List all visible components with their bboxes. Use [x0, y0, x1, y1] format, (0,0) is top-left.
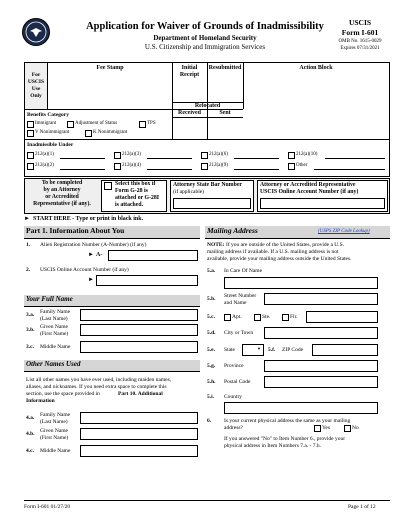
tps-checkbox[interactable]: [139, 121, 146, 128]
state-bar-label: Attorney State Bar Number: [173, 182, 242, 188]
q6-label: Is your current physical address the same as your mailing: [224, 418, 351, 424]
state-bar-input[interactable]: [173, 198, 251, 209]
q2-number: 2.: [26, 267, 31, 273]
in-care-of-input[interactable]: [224, 277, 378, 289]
zip-lookup-link[interactable]: (USPS ZIP Code Lookup): [318, 229, 370, 234]
attorney-acct-label: USCIS Online Account Number (if any): [260, 189, 359, 195]
middle-name-input[interactable]: [80, 341, 198, 353]
footer-form-id: Form I-601 01/27/20: [24, 504, 71, 510]
other-middle-name-input[interactable]: [80, 445, 198, 457]
v-nonimmigrant-checkbox[interactable]: [27, 130, 34, 137]
g28-line: Select this box if: [115, 181, 156, 187]
family-name-input[interactable]: [80, 309, 198, 321]
q3c-label: Middle Name: [40, 344, 71, 350]
inadmissible-checkbox[interactable]: [114, 163, 121, 170]
inadmissible-option: 212(a)(6): [209, 152, 228, 157]
q6-label-cont: address?: [224, 425, 243, 431]
a-number-prefix: A-: [96, 252, 103, 258]
q5b-sublabel: and Name: [224, 300, 247, 306]
chevron-down-icon[interactable]: ▼: [257, 346, 261, 351]
q4a-number: 4.a.: [26, 415, 35, 421]
other-names-instruction: List all other names you have ever used, including maiden names,: [26, 377, 172, 383]
inadmissible-checkbox[interactable]: [288, 152, 295, 159]
g28-line: is attached.: [115, 202, 144, 208]
q6-note: If you answered "No" to Item Number 6., provide your: [224, 436, 346, 442]
benefit-option: V Nonimmigrant: [35, 130, 70, 135]
q5i-number: 5.i.: [207, 394, 215, 400]
footer-rule: [24, 500, 390, 501]
zip-input[interactable]: [312, 344, 378, 356]
q1-label: Alien Registration Number (A-Number) (if any): [40, 242, 147, 248]
inadmissible-checkbox[interactable]: [201, 152, 208, 159]
attorney-acct-label: Attorney or Accredited Representative: [260, 182, 356, 188]
action-block-label: Action Block: [299, 65, 333, 71]
other-given-name-input[interactable]: [80, 428, 198, 440]
q3b-number: 3.b.: [26, 327, 35, 333]
department-name: Department of Homeland Security: [153, 34, 257, 42]
q5g-label: Province: [224, 363, 244, 369]
adjustment-checkbox[interactable]: [67, 121, 74, 128]
q5f-number: 5.f.: [268, 347, 276, 353]
initial-receipt-label: Receipt: [179, 72, 200, 78]
state-bar-sublabel: (if applicable): [173, 189, 204, 195]
q4a-sublabel: (Last Name): [40, 419, 68, 425]
uscis-use-line: Only: [30, 93, 42, 99]
note-label: NOTE:: [207, 242, 225, 248]
same-address-yes-checkbox[interactable]: [314, 425, 321, 432]
q5d-label: City or Town: [224, 330, 254, 336]
q5e-number: 5.e.: [207, 347, 215, 353]
benefit-option: TPS: [147, 121, 156, 126]
inadmissible-option: 212(a)(1): [35, 152, 54, 157]
q4b-number: 4.b.: [26, 431, 35, 437]
unit-option: Flr.: [290, 314, 298, 320]
other-names-ref2: Information: [26, 398, 55, 404]
benefits-category-label: Benefits Category: [27, 112, 70, 118]
other-names-instruction: section, use the space provided in: [26, 391, 100, 397]
note-line: mailing address if available. If a U.S. mailing address is not: [207, 249, 339, 255]
g28-line: Form G-28 is: [115, 188, 148, 194]
inadmissible-checkbox[interactable]: [27, 152, 34, 159]
fee-stamp-label: Fee Stamp: [96, 65, 124, 71]
eagle-icon: [23, 19, 49, 45]
inadmissible-under-label: Inadmissible Under: [27, 142, 74, 148]
other-names-ref: Part 10. Additional: [118, 391, 163, 397]
part1-title: Part 1. Information About You: [26, 226, 125, 235]
q3b-sublabel: (First Name): [40, 331, 69, 337]
same-address-no-checkbox[interactable]: [344, 425, 351, 432]
inadmissible-checkbox[interactable]: [114, 152, 121, 159]
city-input[interactable]: [264, 327, 378, 339]
q4b-label: Given Name: [40, 428, 68, 434]
attorney-completed-line: To be completed: [41, 180, 83, 186]
flr-checkbox[interactable]: [282, 314, 289, 321]
q5b-label: Street Number: [224, 293, 257, 299]
inadmissible-option: 212(a)(2): [35, 163, 54, 168]
form-agency: USCIS: [348, 18, 372, 27]
ste-checkbox[interactable]: [254, 314, 261, 321]
relocated-label: Relocated: [194, 103, 221, 109]
uscis-account-input[interactable]: [96, 275, 198, 286]
q6-number: 6.: [207, 418, 212, 424]
other-family-name-input[interactable]: [80, 412, 198, 424]
footer-page-number: Page 1 of 12: [348, 504, 376, 510]
q5d-number: 5.d.: [207, 330, 216, 336]
initial-receipt-label: Initial: [181, 65, 198, 71]
uscis-use-line: Use: [31, 86, 41, 92]
a-number-input[interactable]: [108, 250, 198, 261]
k-nonimmigrant-checkbox[interactable]: [85, 130, 92, 137]
form-number: Form I-601: [341, 28, 379, 37]
attorney-completed-line: by an Attorney: [43, 187, 81, 193]
q4b-sublabel: (First Name): [40, 435, 69, 441]
benefit-option: Adjustment of Status: [75, 121, 118, 126]
q3a-number: 3.a.: [26, 312, 35, 318]
q5b-number: 5.b.: [207, 296, 216, 302]
inadmissible-checkbox[interactable]: [201, 163, 208, 170]
q5i-label: Country: [224, 394, 243, 400]
inadmissible-option: 212(a)(3): [122, 152, 141, 157]
q1-number: 1.: [26, 242, 31, 248]
resubmitted-label: Resubmitted: [208, 65, 242, 71]
form-title: Application for Waiver of Grounds of Inadmissibility: [86, 21, 324, 32]
q3a-sublabel: (Last Name): [40, 316, 68, 322]
q5c-number: 5.c.: [207, 314, 215, 320]
country-input[interactable]: [224, 402, 378, 414]
province-input[interactable]: [264, 360, 378, 372]
q5h-number: 5.h.: [207, 379, 216, 385]
attorney-acct-input[interactable]: [260, 198, 385, 209]
g28-checkbox[interactable]: [104, 182, 112, 190]
q5h-label: Postal Code: [224, 379, 251, 385]
arrow-icon: ►: [88, 277, 94, 283]
q2-label: USCIS Online Account Number (if any): [40, 267, 129, 273]
immigrant-checkbox[interactable]: [27, 121, 34, 128]
expiration-date: Expires 07/31/2021: [340, 46, 380, 51]
dhs-seal: [22, 18, 50, 46]
q3a-label: Family Name: [40, 309, 71, 315]
q3b-label: Given Name: [40, 324, 68, 330]
apt-checkbox[interactable]: [224, 314, 231, 321]
uscis-use-line: For: [31, 72, 41, 78]
other-names-title: Other Names Used: [26, 360, 81, 368]
inadmissible-option: 212(a)(9): [209, 163, 228, 168]
start-here-arrow: ►: [24, 216, 30, 222]
inadmissible-option: 212(a)(4): [122, 163, 141, 168]
other-names-instruction: aliases, and nicknames. If you need extra space to complete this: [26, 384, 167, 390]
inadmissible-checkbox[interactable]: [288, 163, 295, 170]
inadmissible-checkbox[interactable]: [27, 163, 34, 170]
received-label: Received: [178, 110, 201, 116]
note-line: available, provide your mailing address outside the United States.: [207, 256, 352, 262]
q4c-number: 4.c.: [26, 448, 34, 454]
street-input[interactable]: [264, 293, 378, 305]
q5a-number: 5.a.: [207, 268, 216, 274]
given-name-input[interactable]: [80, 324, 198, 336]
note-line: If you are outside of the United States, provide a U.S.: [226, 242, 345, 248]
full-name-title: Your Full Name: [26, 295, 73, 303]
attorney-completed-line: or Accredited: [45, 194, 79, 200]
unit-number-input[interactable]: [306, 311, 378, 323]
postal-code-input[interactable]: [264, 376, 378, 388]
uscis-use-line: USCIS: [27, 79, 45, 85]
benefit-option: K Nonimmigrant: [93, 130, 128, 135]
inadmissible-option: 212(a)(10): [296, 152, 318, 157]
attorney-completed-line: Representative (if any).: [33, 201, 91, 207]
agency-name: U.S. Citizenship and Immigration Services: [144, 43, 266, 51]
q5f-label: ZIP Code: [282, 347, 304, 353]
start-here-instruction: START HERE - Type or print in black ink.: [33, 216, 144, 222]
unit-option: Apt.: [232, 314, 242, 320]
q3c-number: 3.c.: [26, 344, 34, 350]
q4a-label: Family Name: [40, 412, 71, 418]
q5e-label: State: [224, 347, 235, 353]
yes-label: Yes: [322, 425, 331, 431]
inadmissible-option: Other: [296, 163, 308, 168]
benefit-option: Immigrant: [35, 121, 57, 126]
q4c-label: Middle Name: [40, 448, 71, 454]
q5a-label: In Care Of Name: [224, 268, 263, 274]
q5g-number: 5.g.: [207, 363, 216, 369]
arrow-icon: ►: [88, 252, 94, 258]
sent-label: Sent: [219, 110, 231, 116]
mailing-address-title: Mailing Address: [207, 226, 258, 235]
g28-line: attached or G-28I: [115, 195, 160, 201]
unit-option: Ste.: [262, 314, 271, 320]
q6-note: physical address in Item Numbers 7.a. - 7.h.: [224, 443, 321, 449]
omb-number: OMB No. 1615-0029: [338, 39, 382, 44]
no-label: No: [352, 425, 359, 431]
